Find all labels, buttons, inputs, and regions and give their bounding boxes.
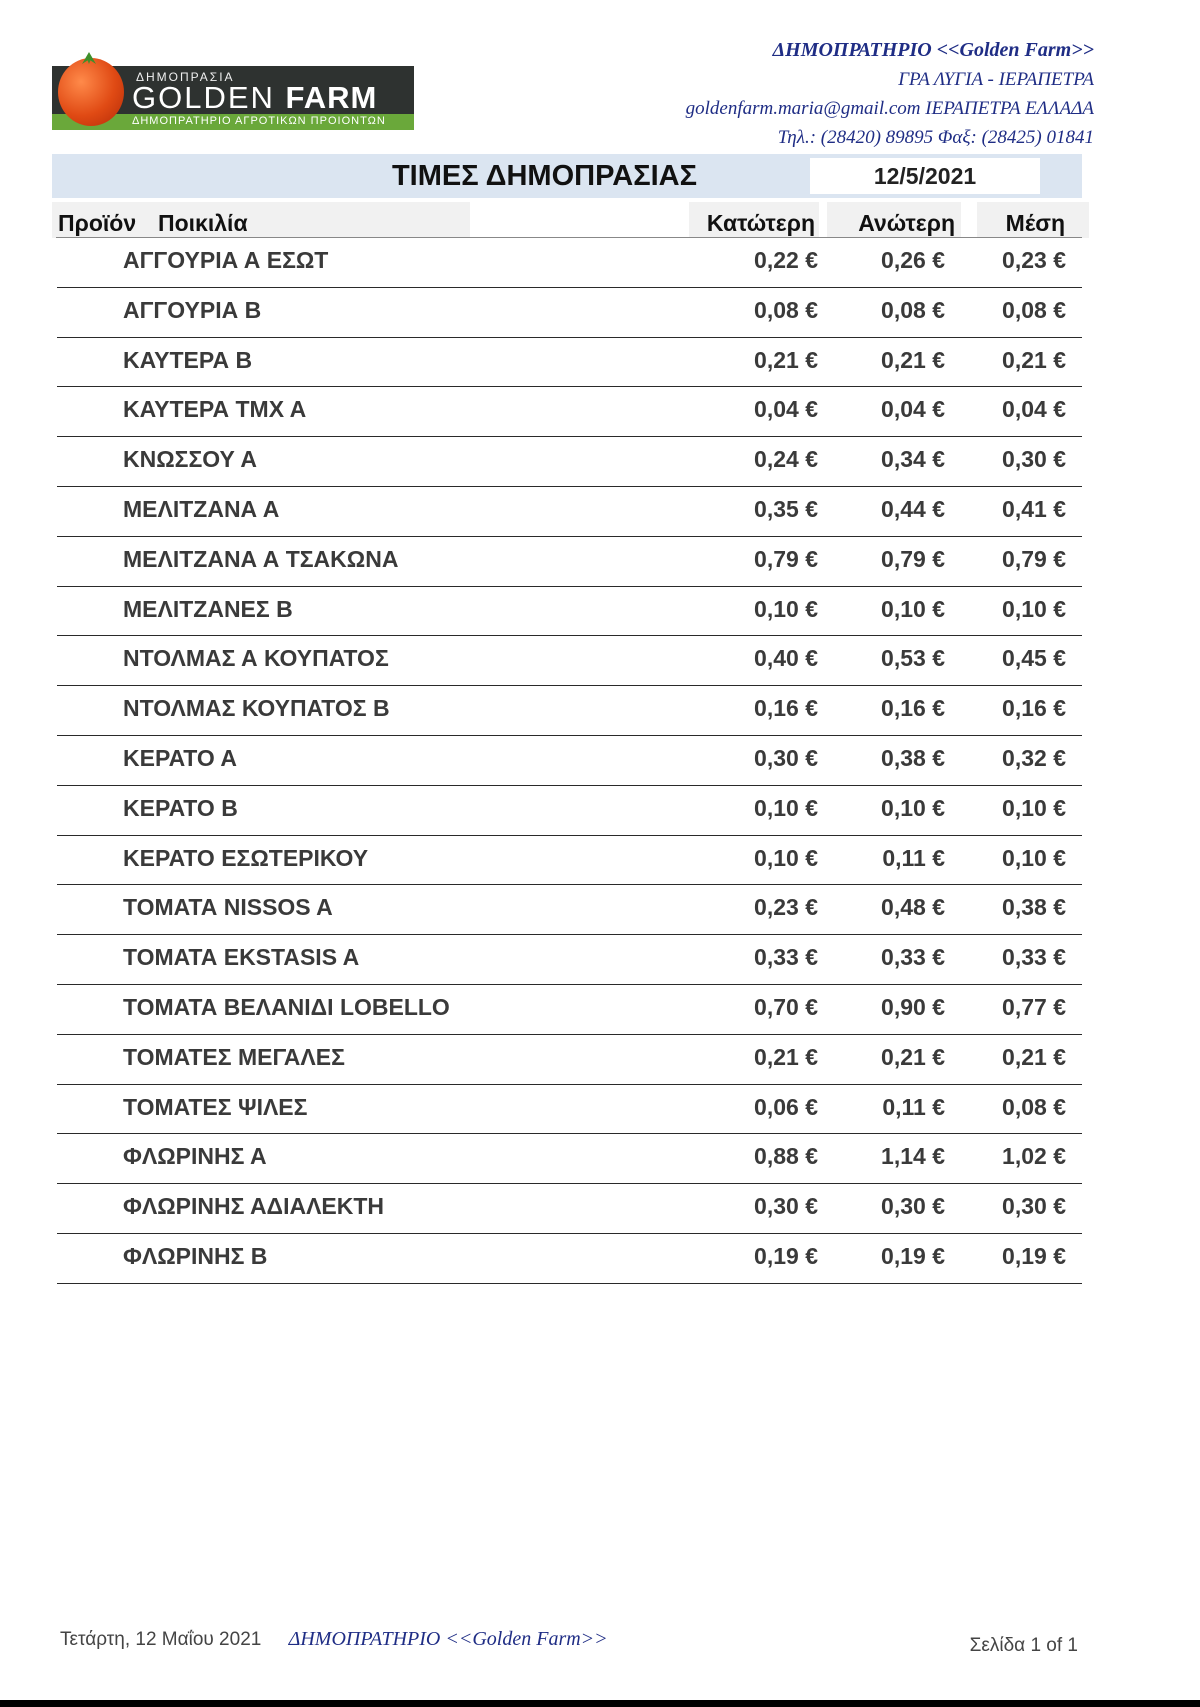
price-average: 0,32 € xyxy=(1002,744,1066,771)
table-row xyxy=(57,686,1082,736)
price-high: 0,30 € xyxy=(881,1193,945,1220)
price-low: 0,08 € xyxy=(754,296,818,323)
page-title: ΤΙΜΕΣ ΔΗΜΟΠΡΑΣΙΑΣ xyxy=(391,160,698,192)
table-row xyxy=(57,1184,1082,1234)
column-header-low: Κατώτερη xyxy=(689,202,819,238)
product-name: ΑΓΓΟΥΡΙΑ Α ΕΣΩΤ xyxy=(123,247,329,273)
price-high: 0,08 € xyxy=(881,296,945,323)
price-table xyxy=(57,238,1082,1284)
product-name: ΤΟΜΑΤΑ EKSTASIS A xyxy=(123,944,360,971)
price-average: 0,45 € xyxy=(1002,645,1066,672)
price-high: 0,19 € xyxy=(881,1242,945,1269)
footer-company: ΔΗΜΟΠΡΑΤΗΡΙΟ <<Golden Farm>> xyxy=(288,1628,608,1650)
price-low: 0,30 € xyxy=(754,744,818,771)
table-row xyxy=(57,636,1082,686)
price-high: 0,48 € xyxy=(881,894,945,921)
price-low: 0,16 € xyxy=(754,695,818,722)
table-row xyxy=(57,885,1082,935)
tomato-icon xyxy=(58,58,124,126)
auction-date: 12/5/2021 xyxy=(810,158,1040,194)
product-name: ΚΕΡΑΤΟ Α xyxy=(123,744,237,771)
product-name: ΚΝΩΣΣΟΥ Α xyxy=(123,446,258,473)
company-address: ΓΡΑ ΛΥΓΙΑ - ΙΕΡΑΠΕΤΡΑ xyxy=(898,69,1094,90)
price-low: 0,04 € xyxy=(754,396,818,423)
product-name: ΑΓΓΟΥΡΙΑ Β xyxy=(123,296,262,323)
table-row xyxy=(57,338,1082,388)
product-name: ΤΟΜΑΤΑ NISSOS A xyxy=(123,894,333,921)
table-row xyxy=(57,1134,1082,1184)
company-contact: goldenfarm.maria@gmail.com ΙΕΡΑΠΕΤΡΑ ΕΛΛΑΔΑ xyxy=(685,98,1094,119)
logo-small-text: ΔΗΜΟΠΡΑΣΙΑ xyxy=(136,70,235,84)
price-low: 0,23 € xyxy=(754,894,818,921)
product-name: ΚΕΡΑΤΟ ΕΣΩΤΕΡΙΚΟΥ xyxy=(123,844,369,871)
price-average: 0,30 € xyxy=(1002,1193,1066,1220)
price-low: 0,88 € xyxy=(754,1143,818,1170)
price-low: 0,30 € xyxy=(754,1193,818,1220)
title-band xyxy=(52,154,1082,198)
logo-golden-text: GOLDEN xyxy=(132,80,275,115)
company-phones: Τηλ.: (28420) 89895 Φαξ: (28425) 01841 xyxy=(777,127,1094,148)
price-average: 0,19 € xyxy=(1002,1242,1066,1269)
table-row xyxy=(57,238,1082,288)
price-high: 0,21 € xyxy=(881,346,945,373)
product-name: ΜΕΛΙΤΖΑΝΑ Α xyxy=(123,495,280,522)
price-average: 0,08 € xyxy=(1002,296,1066,323)
price-high: 0,10 € xyxy=(881,595,945,622)
table-row xyxy=(57,1085,1082,1135)
price-low: 0,10 € xyxy=(754,595,818,622)
logo-farm-text: FARM xyxy=(285,80,378,115)
footer-date: Τετάρτη, 12 Μαΐου 2021 xyxy=(60,1629,262,1650)
table-row xyxy=(57,836,1082,886)
column-header-high: Ανώτερη xyxy=(827,202,961,238)
price-low: 0,10 € xyxy=(754,844,818,871)
table-row xyxy=(57,736,1082,786)
table-row xyxy=(57,487,1082,537)
price-low: 0,21 € xyxy=(754,1043,818,1070)
bottom-border xyxy=(0,1700,1200,1707)
company-name: ΔΗΜΟΠΡΑΤΗΡΙΟ <<Golden Farm>> xyxy=(772,39,1094,61)
column-header-variety: Ποικιλία xyxy=(154,202,470,238)
price-average: 0,10 € xyxy=(1002,595,1066,622)
product-name: ΝΤΟΛΜΑΣ ΚΟΥΠΑΤΟΣ Β xyxy=(123,695,390,722)
price-high: 0,53 € xyxy=(881,645,945,672)
golden-farm-logo xyxy=(52,52,414,132)
product-name: ΤΟΜΑΤΑ ΒΕΛΑΝΙΔΙ LOBELLO xyxy=(123,993,450,1020)
price-average: 0,41 € xyxy=(1002,495,1066,522)
price-average: 0,21 € xyxy=(1002,346,1066,373)
column-header-average: Μέση xyxy=(977,202,1089,238)
price-high: 0,79 € xyxy=(881,545,945,572)
product-name: ΦΛΩΡΙΝΗΣ Β xyxy=(123,1242,268,1269)
price-average: 0,33 € xyxy=(1002,944,1066,971)
price-high: 0,38 € xyxy=(881,744,945,771)
table-row xyxy=(57,1234,1082,1284)
price-average: 0,30 € xyxy=(1002,446,1066,473)
price-high: 0,11 € xyxy=(882,1093,945,1120)
product-name: ΦΛΩΡΙΝΗΣ Α xyxy=(123,1143,267,1170)
price-high: 0,90 € xyxy=(881,993,945,1020)
price-high: 0,34 € xyxy=(881,446,945,473)
price-low: 0,33 € xyxy=(754,944,818,971)
price-low: 0,22 € xyxy=(754,247,818,273)
price-low: 0,06 € xyxy=(754,1093,818,1120)
price-average: 0,08 € xyxy=(1002,1093,1066,1120)
product-name: ΜΕΛΙΤΖΑΝΑ Α ΤΣΑΚΩΝΑ xyxy=(123,545,399,572)
price-high: 0,44 € xyxy=(881,495,945,522)
footer-left xyxy=(60,1628,608,1651)
price-average: 0,16 € xyxy=(1002,695,1066,722)
price-average: 0,04 € xyxy=(1002,396,1066,423)
price-high: 0,26 € xyxy=(881,247,945,273)
product-name: ΚΕΡΑΤΟ Β xyxy=(123,794,238,821)
price-low: 0,21 € xyxy=(754,346,818,373)
price-high: 1,14 € xyxy=(881,1143,945,1170)
table-row xyxy=(57,587,1082,637)
table-row xyxy=(57,437,1082,487)
price-average: 0,21 € xyxy=(1002,1043,1066,1070)
price-high: 0,11 € xyxy=(882,844,945,871)
table-row xyxy=(57,985,1082,1035)
price-low: 0,70 € xyxy=(754,993,818,1020)
company-header xyxy=(686,36,1094,152)
price-average: 1,02 € xyxy=(1002,1143,1066,1170)
product-name: ΤΟΜΑΤΕΣ ΨΙΛΕΣ xyxy=(123,1093,308,1120)
price-low: 0,10 € xyxy=(754,794,818,821)
price-low: 0,40 € xyxy=(754,645,818,672)
product-name: ΚΑΥΤΕΡΑ ΤΜΧ Α xyxy=(123,396,307,423)
price-low: 0,79 € xyxy=(754,545,818,572)
table-row xyxy=(57,786,1082,836)
column-header-product: Προϊόν xyxy=(52,202,156,238)
price-average: 0,79 € xyxy=(1002,545,1066,572)
price-average: 0,10 € xyxy=(1002,794,1066,821)
price-high: 0,10 € xyxy=(881,794,945,821)
price-average: 0,10 € xyxy=(1002,844,1066,871)
product-name: ΤΟΜΑΤΕΣ ΜΕΓΑΛΕΣ xyxy=(123,1043,345,1070)
price-average: 0,23 € xyxy=(1002,247,1066,273)
table-row xyxy=(57,288,1082,338)
price-high: 0,04 € xyxy=(881,396,945,423)
price-low: 0,35 € xyxy=(754,495,818,522)
price-average: 0,38 € xyxy=(1002,894,1066,921)
product-name: ΚΑΥΤΕΡΑ Β xyxy=(123,346,253,373)
footer-page-number: Σελίδα 1 of 1 xyxy=(969,1635,1078,1656)
price-low: 0,19 € xyxy=(754,1242,818,1269)
product-name: ΝΤΟΛΜΑΣ Α ΚΟΥΠΑΤΟΣ xyxy=(123,645,389,672)
table-row xyxy=(57,387,1082,437)
table-row xyxy=(57,537,1082,587)
product-name: ΜΕΛΙΤΖΑΝΕΣ Β xyxy=(123,595,293,622)
table-row xyxy=(57,1035,1082,1085)
price-average: 0,77 € xyxy=(1002,993,1066,1020)
price-low: 0,24 € xyxy=(754,446,818,473)
logo-subtitle: ΔΗΜΟΠΡΑΤΗΡΙΟ ΑΓΡΟΤΙΚΩΝ ΠΡΟΙΟΝΤΩΝ xyxy=(132,115,386,127)
logo-wordmark xyxy=(132,82,377,114)
product-name: ΦΛΩΡΙΝΗΣ ΑΔΙΑΛΕΚΤΗ xyxy=(123,1193,385,1220)
price-high: 0,33 € xyxy=(881,944,945,971)
table-row xyxy=(57,935,1082,985)
price-high: 0,16 € xyxy=(881,695,945,722)
price-high: 0,21 € xyxy=(881,1043,945,1070)
